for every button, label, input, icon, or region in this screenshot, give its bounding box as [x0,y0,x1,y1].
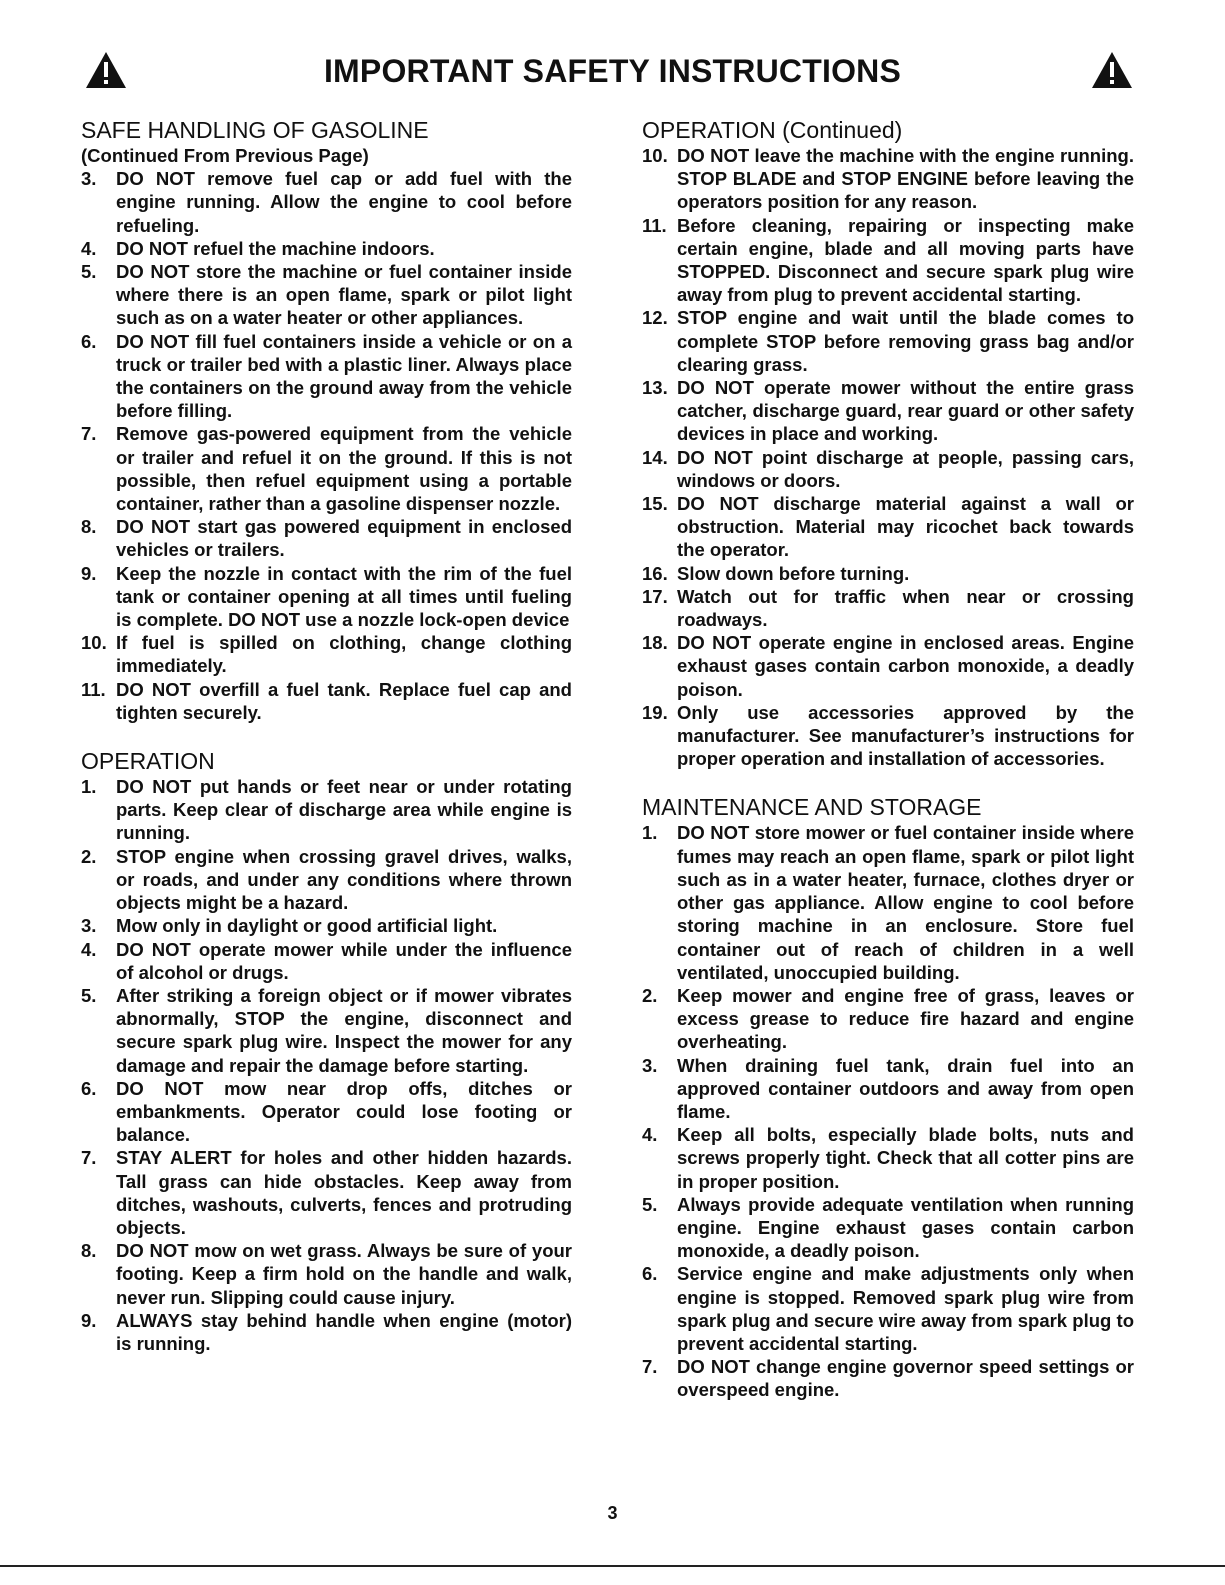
item-text: STOP engine and wait until the blade comes to complete STOP before removing grass bag and/or clearing grass. [677,307,1134,375]
list-item [81,260,572,330]
list-item [642,984,1134,1054]
item-text: When draining fuel tank, drain fuel into an approved container outdoors and away from open flame. [677,1054,1134,1122]
item-text: Watch out for traffic when near or crossing roadways. [677,585,1134,631]
item-text: Slow down before turning. [677,562,910,584]
list-item [642,214,1134,307]
list-item [81,984,572,1077]
item-number: 9. [81,562,97,584]
item-text: DO NOT refuel the machine indoors. [116,237,435,259]
item-text: DO NOT mow on wet grass. Always be sure of your footing. Keep a firm hold on the handle and walk, never run. Slipping could cause injury. [116,1240,572,1308]
list-item [642,1193,1134,1263]
item-text: DO NOT change engine governor speed settings or overspeed engine. [677,1356,1134,1401]
item-text: DO NOT store the machine or fuel container inside where there is an open flame, spark or pilot light such as on a water heater or other appliances. [116,261,572,329]
item-text: Service engine and make adjustments only when engine is stopped. Removed spark plug wire from spark plug and secure wire away from spark plug to prevent accidental starting. [677,1263,1134,1354]
item-number: 1. [81,776,97,798]
item-text: DO NOT store mower or fuel container inside where fumes may reach an open flame, spark or pilot light such as in a water heater, furnace, clothes dryer or other gas appliance. Allow engine to cool before storing machine in an enclosure. Store fuel container out of reach of children in a well ventilated, unoccupied building. [677,822,1134,983]
item-number: 10. [81,632,107,654]
item-number: 6. [81,330,97,352]
item-text: Always provide adequate ventilation when running engine. Engine exhaust gases contain carbon monoxide, a deadly poison. [677,1193,1134,1262]
bottom-rule [0,1565,1225,1567]
right-column [642,116,1134,1402]
page-number: 3 [607,1503,618,1523]
item-text: DO NOT discharge material against a wall or obstruction. Material may ricochet back towards the operator. [677,493,1134,561]
operation-list [81,775,572,1355]
item-text: DO NOT fill fuel containers inside a vehicle or on a truck or trailer bed with a plastic liner. Always place the containers on the ground away from the vehicle before filling. [116,330,572,422]
list-item [81,845,572,915]
item-number: 9. [81,1309,97,1331]
item-number: 6. [81,1077,97,1099]
item-number: 7. [81,423,97,445]
section-heading-maintenance: MAINTENANCE AND STORAGE [642,794,982,821]
item-number: 4. [81,938,97,960]
list-item [642,1262,1134,1355]
page-title: IMPORTANT SAFETY INSTRUCTIONS [323,53,902,89]
list-item [642,492,1134,562]
section-heading-gasoline: SAFE HANDLING OF GASOLINE [81,117,429,143]
item-number: 6. [642,1263,658,1285]
item-text: DO NOT operate mower while under the influence of alcohol or drugs. [116,938,572,983]
item-text: Before cleaning, repairing or inspecting make certain engine, blade and all moving parts have STOPPED. Disconnect and secure spark plug wire away from plug to prevent accidental starting. [677,214,1134,306]
item-number: 5. [81,261,97,283]
item-text: Keep mower and engine free of grass, leaves or excess grease to reduce fire hazard and engine overheating. [677,984,1134,1053]
item-text: ALWAYS stay behind handle when engine (motor) is running. [116,1309,572,1354]
list-item [642,306,1134,376]
list-item [642,446,1134,492]
item-number: 8. [81,1240,97,1262]
item-number: 17. [642,585,668,607]
item-number: 19. [642,701,668,723]
list-item [81,562,572,632]
operation-continued-list [642,144,1134,770]
warning-triangle-icon [1090,50,1134,90]
item-text: Only use accessories approved by the manufacturer. See manufacturer’s instructions for proper operation and installation of accessories. [677,701,1134,770]
item-number: 2. [642,984,658,1006]
item-text: DO NOT leave the machine with the engine running. STOP BLADE and STOP ENGINE before leaving the operators position for any reason. [677,145,1134,213]
section-heading-operation: OPERATION [81,748,215,775]
item-text: DO NOT operate engine in enclosed areas. Engine exhaust gases contain carbon monoxide, a deadly poison. [677,632,1134,700]
item-text: DO NOT start gas powered equipment in enclosed vehicles or trailers. [116,516,572,561]
item-number: 13. [642,377,668,399]
list-item [642,1355,1134,1401]
list-item [81,1077,572,1147]
list-item [81,775,572,845]
item-number: 5. [81,984,97,1006]
item-number: 8. [81,516,97,538]
item-number: 18. [642,632,668,654]
list-item [81,938,572,984]
list-item [81,1146,572,1239]
list-item [642,821,1134,983]
item-number: 3. [81,168,97,190]
item-text: DO NOT overfill a fuel tank. Replace fuel cap and tighten securely. [116,678,572,723]
item-text: DO NOT operate mower without the entire grass catcher, discharge guard, rear guard or other safety devices in place and working. [677,377,1134,445]
item-text: Keep all bolts, especially blade bolts, nuts and screws properly tight. Check that all cotter pins are in proper position. [677,1124,1134,1192]
list-item [642,1054,1134,1124]
item-number: 4. [81,237,97,259]
gasoline-list [81,167,572,724]
item-text: DO NOT remove fuel cap or add fuel with the engine running. Allow the engine to cool before refueling. [116,168,572,236]
item-number: 7. [642,1356,658,1378]
item-number: 7. [81,1147,97,1169]
list-item [642,144,1134,214]
list-item [642,701,1134,771]
item-number: 5. [642,1193,658,1215]
list-item [642,631,1134,701]
item-number: 4. [642,1124,658,1146]
item-number: 12. [642,307,668,329]
item-number: 1. [642,822,658,844]
item-text: Remove gas-powered equipment from the vehicle or trailer and refuel it on the ground. If this is not possible, then refuel equipment using a portable container, rather than a gasoline dispenser nozzle. [116,423,572,515]
list-item [81,167,572,237]
item-number: 10. [642,145,668,166]
item-number: 11. [642,214,667,236]
section-heading-operation-continued: OPERATION (Continued) [642,117,903,143]
list-item [81,631,572,677]
list-item [81,678,572,724]
list-item [642,376,1134,446]
item-text: STOP engine when crossing gravel drives, walks, or roads, and under any conditions where thrown objects might be a hazard. [116,845,572,914]
list-item [81,237,572,260]
item-number: 3. [81,915,97,937]
item-text: Keep the nozzle in contact with the rim of the fuel tank or container opening at all times until fueling is complete. DO NOT use a nozzle lock-open device [116,562,572,631]
item-number: 2. [81,845,97,867]
item-text: DO NOT point discharge at people, passing cars, windows or doors. [677,446,1134,491]
item-text: Mow only in daylight or good artificial light. [116,915,498,937]
item-number: 16. [642,562,668,584]
list-item [81,1239,572,1309]
list-item [81,330,572,423]
item-text: STAY ALERT for holes and other hidden hazards. Tall grass can hide obstacles. Keep away from ditches, washouts, culverts, fences and protruding objects. [116,1147,572,1238]
list-item [81,515,572,561]
item-text: After striking a foreign object or if mower vibrates abnormally, STOP the engine, disconnect and secure spark plug wire. Inspect the mower for any damage and repair the damage before starting. [116,984,572,1076]
continued-note: (Continued From Previous Page) [81,145,369,166]
list-item [81,1309,572,1355]
maintenance-list [642,821,1134,1401]
item-text: DO NOT mow near drop offs, ditches or embankments. Operator could lose footing or balance. [116,1077,572,1146]
list-item [642,562,1134,585]
list-item [642,1123,1134,1193]
list-item [81,914,572,937]
item-number: 15. [642,493,668,515]
item-number: 14. [642,446,668,468]
list-item [642,585,1134,631]
item-text: If fuel is spilled on clothing, change clothing immediately. [116,632,572,677]
item-number: 3. [642,1054,658,1076]
item-text: DO NOT put hands or feet near or under rotating parts. Keep clear of discharge area while engine is running. [116,776,572,844]
item-number: 11. [81,678,106,700]
left-column [81,116,572,1355]
list-item [81,422,572,515]
